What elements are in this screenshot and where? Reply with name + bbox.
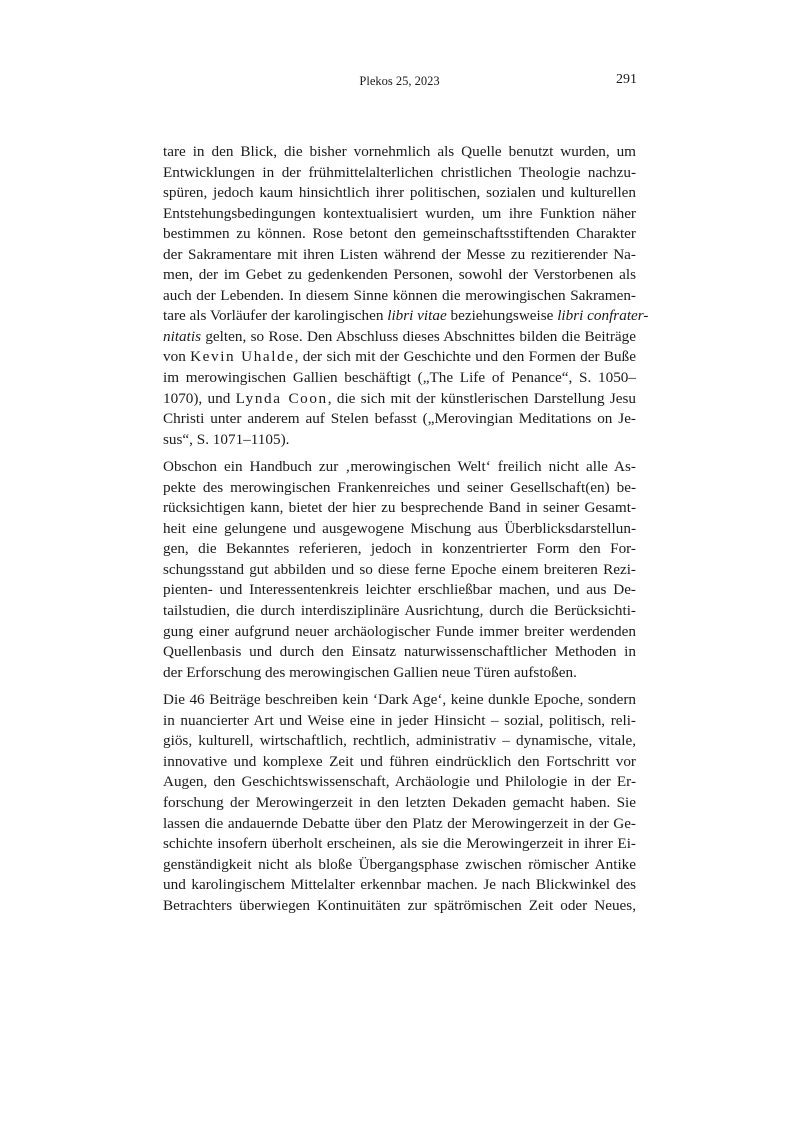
text-line <box>163 286 636 307</box>
text-run: lassen die andauernde Debatte über den Platz der Merowingerzeit in der Ge- <box>163 814 636 832</box>
text-line <box>163 772 636 793</box>
body-text <box>163 142 649 923</box>
text-line <box>163 752 636 773</box>
text-run: giös, kulturell, wirtschaftlich, rechtlich, administrativ – dynamische, vitale, <box>163 732 636 750</box>
text-run: Betrachters überwiegen Kontinuitäten zur spätrömischen Zeit oder Neues, <box>163 896 636 914</box>
text-line <box>163 368 636 389</box>
italic-term: libri confrater- <box>557 307 649 325</box>
text-run: , die sich mit der künstlerischen Darstellung Jesu <box>327 389 637 407</box>
text-run: Die 46 Beiträge beschreiben kein ‘Dark Age‘, keine dunkle Epoche, sondern <box>163 691 636 709</box>
text-line <box>163 163 636 184</box>
text-run: sus“, S. 1071–1105). <box>163 430 290 448</box>
text-run: heit eine gelungene und ausgewogene Mischung aus Überblicksdarstellun- <box>163 519 636 537</box>
text-line <box>163 580 636 601</box>
text-run: spüren, jedoch kaum hinsichtlich ihrer politischen, sozialen und kulturellen <box>163 184 636 202</box>
text-run: bestimmen zu können. Rose betont den gemeinschaftsstiftenden Charakter <box>163 225 636 243</box>
author-name: Lynda Coon <box>235 389 328 407</box>
text-line <box>163 519 636 540</box>
text-run: Obschon ein Handbuch zur ‚merowingischen Welt‘ freilich nicht alle As- <box>163 458 636 476</box>
text-line <box>163 409 636 430</box>
text-line <box>163 265 636 286</box>
text-run: schichte insofern überholt erscheinen, als sie die Merowingerzeit in ihrer Ei- <box>163 835 636 853</box>
text-run: in nuancierter Art und Weise eine in jeder Hinsicht – sozial, politisch, reli- <box>163 711 636 729</box>
text-run: pienten- und Interessentenkreis leichter erschließbar machen, und aus De- <box>163 581 636 599</box>
text-line <box>163 731 636 752</box>
text-run: pekte des merowingischen Frankenreiches und seiner Gesellschaft(en) be- <box>163 478 636 496</box>
text-run: der Erforschung des merowingischen Gallien neue Türen aufstoßen. <box>163 663 577 681</box>
text-line <box>163 896 636 917</box>
text-run: Entwicklungen in der frühmittelalterlichen christlichen Theologie nachzu- <box>163 163 636 181</box>
text-run: rücksichtigen kann, bietet der hier zu besprechende Band in seiner Gesamt- <box>163 499 636 517</box>
text-line <box>163 430 636 451</box>
page-number: 291 <box>616 72 637 87</box>
text-run: tailstudien, die durch interdisziplinäre Ausrichtung, durch die Berücksichti- <box>163 602 636 620</box>
text-run: 1070), und <box>163 389 236 407</box>
text-run: Quellenbasis und durch den Einsatz naturwissenschaftlicher Methoden in <box>163 643 636 661</box>
text-line <box>163 347 636 368</box>
italic-term: libri vitae <box>387 307 447 325</box>
paragraph <box>163 142 649 450</box>
text-run: auch der Lebenden. In diesem Sinne können die merowingischen Sakramen- <box>163 286 636 304</box>
text-run: tare in den Blick, die bisher vornehmlich als Quelle benutzt wurden, um <box>163 143 636 160</box>
text-run: genständigkeit nicht als bloße Übergangsphase zwischen römischer Antike <box>163 855 636 873</box>
italic-term: nitatis <box>163 327 201 345</box>
text-run: im merowingischen Gallien beschäftigt („The Life of Penance“, S. 1050– <box>163 369 636 387</box>
text-run: gelten, so Rose. Den Abschluss dieses Abschnittes bilden die Beiträge <box>200 327 636 345</box>
text-line <box>163 690 636 711</box>
text-line <box>163 793 636 814</box>
text-line <box>163 814 636 835</box>
journal-title: Plekos 25, 2023 <box>359 74 440 88</box>
text-run: innovative und komplexe Zeit und führen eindrücklich den Fortschritt vor <box>163 752 636 770</box>
text-run: , der sich mit der Geschichte und den Formen der Buße <box>294 348 636 366</box>
text-line <box>163 663 636 684</box>
text-run: schungsstand gut abbilden und so diese ferne Epoche einem breiteren Rezi- <box>163 560 636 578</box>
text-line <box>163 142 636 163</box>
text-run: von <box>163 348 191 366</box>
text-line <box>163 560 636 581</box>
text-line <box>163 875 636 896</box>
running-header <box>0 72 799 92</box>
text-line <box>163 498 636 519</box>
text-run: und karolingischem Mittelalter erkennbar machen. Je nach Blickwinkel des <box>163 876 636 894</box>
paragraph <box>163 457 636 683</box>
text-line <box>163 642 636 663</box>
text-line <box>163 224 636 245</box>
text-line <box>163 478 636 499</box>
text-line <box>163 622 636 643</box>
text-line <box>163 539 636 560</box>
text-run: der Sakramentare mit ihren Listen während der Messe zu rezitierender Na- <box>163 245 636 263</box>
text-run: Augen, den Geschichtswissenschaft, Archäologie und Philologie in der Er- <box>163 773 636 791</box>
text-line <box>163 327 636 348</box>
text-line <box>163 855 636 876</box>
text-run: Christi unter anderem auf Stelen befasst („Merovingian Meditations on Je- <box>163 410 636 428</box>
text-line <box>163 711 636 732</box>
text-line <box>163 183 636 204</box>
text-run: gung einer aufgrund neuer archäologischer Funde immer breiter werdenden <box>163 622 636 640</box>
text-run: beziehungsweise <box>446 307 558 325</box>
text-run: men, der im Gebet zu gedenkenden Personen, sowohl der Verstorbenen als <box>163 266 636 284</box>
text-line <box>163 306 649 327</box>
text-line <box>163 204 636 225</box>
paragraph <box>163 690 636 916</box>
text-line <box>163 457 636 478</box>
text-line <box>163 245 636 266</box>
text-run: forschung der Merowingerzeit in den letzten Dekaden gemacht haben. Sie <box>163 793 636 811</box>
text-run: Entstehungsbedingungen kontextualisiert wurden, um ihre Funktion näher <box>163 204 636 222</box>
text-run: tare als Vorläufer der karolingischen <box>163 307 388 325</box>
text-line <box>163 389 636 410</box>
text-line <box>163 834 636 855</box>
author-name: Kevin Uhalde <box>190 348 295 366</box>
text-run: gen, die Bekanntes referieren, jedoch in konzentrierter Form den For- <box>163 540 636 558</box>
text-line <box>163 601 636 622</box>
